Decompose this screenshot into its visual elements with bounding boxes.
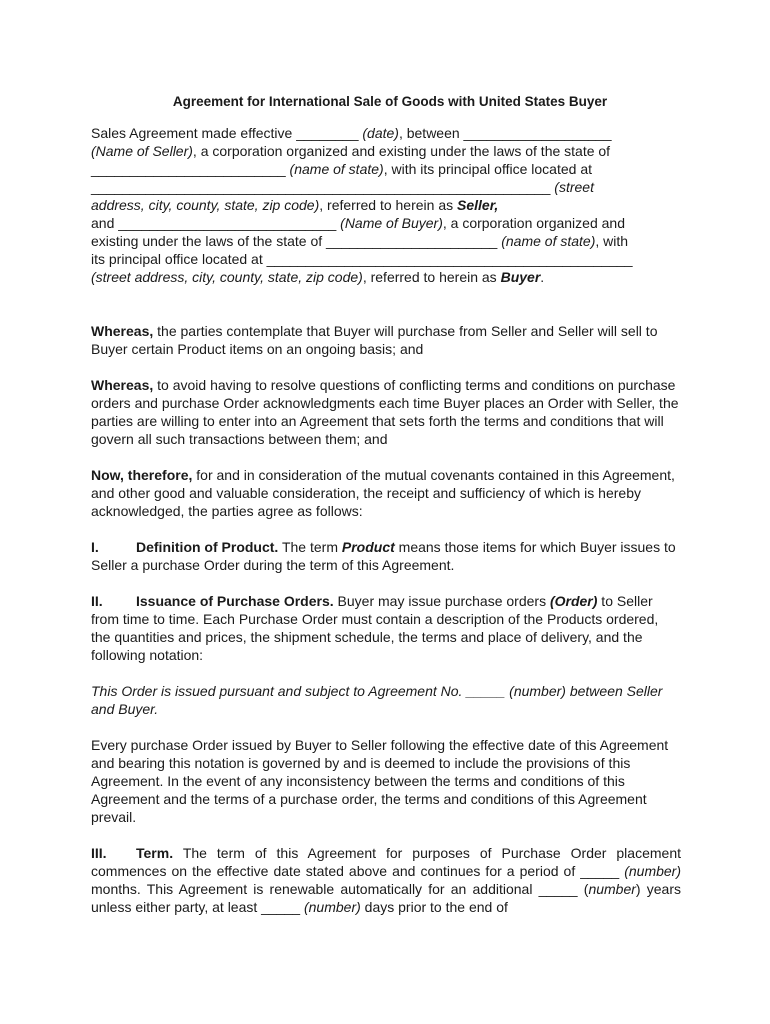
product-term: Product bbox=[341, 539, 395, 555]
every-order-paragraph: Every purchase Order issued by Buyer to Seller following the effective date of this Agreement and bearing this notation is governed by and is deemed to include the provisions of this Agreement. In the event of any inconsistency between the terms and conditions of this Agreement and the terms of a purchase order, the terms and conditions of this Agreement prevail. bbox=[91, 737, 669, 825]
number-placeholder: number bbox=[588, 881, 636, 897]
whereas-lead: Whereas, bbox=[91, 323, 154, 339]
now-therefore-lead: Now, therefore, bbox=[91, 467, 193, 483]
preamble-text: , with its principal office located at bbox=[383, 161, 592, 177]
section-heading: Term. bbox=[136, 845, 174, 861]
preamble-text: Sales Agreement made effective ________ bbox=[91, 125, 363, 141]
preamble-text: , with bbox=[595, 233, 629, 249]
preamble-text: , a corporation organized and existing under the laws of the state of bbox=[192, 143, 611, 159]
whereas-paragraph-1 bbox=[91, 322, 681, 358]
preamble-text: , between ___________________ bbox=[398, 125, 612, 141]
number-placeholder: (number) bbox=[303, 899, 361, 915]
whereas-paragraph-2 bbox=[91, 376, 681, 448]
section-number: I. bbox=[91, 539, 99, 555]
seller-state-placeholder: (name of state) bbox=[289, 161, 384, 177]
section-heading: Issuance of Purchase Orders. bbox=[136, 593, 334, 609]
section-term bbox=[91, 844, 681, 916]
section-number: II. bbox=[91, 593, 103, 609]
section-text: to Seller from time to time. Each Purchase Order must contain a description of the Products ordered, the quantities and prices, the shipment schedule, the terms and place of delivery, and the following notation: bbox=[91, 593, 659, 663]
section-text: The term of this Agreement for purposes of Purchase Order placement commences on the effective date stated above and continues for a period of _____ bbox=[91, 845, 681, 879]
section-heading: Definition of Product. bbox=[136, 539, 279, 555]
now-therefore-paragraph bbox=[91, 466, 681, 520]
section-text: Buyer may issue purchase orders bbox=[333, 593, 550, 609]
preamble-text: , a corporation organized and bbox=[442, 215, 625, 231]
number-placeholder: (number) bbox=[624, 863, 681, 879]
buyer-address-placeholder: (street address, city, county, state, zip code) bbox=[91, 269, 363, 285]
whereas-text: to avoid having to resolve questions of conflicting terms and conditions on purchase orders and purchase Order acknowledgments each time Buyer places an Order with Seller, the parties are willing to enter into an Agreement that sets forth the terms and conditions that will govern all such transactions between them; and bbox=[91, 377, 679, 447]
order-term: (Order) bbox=[549, 593, 598, 609]
preamble-paragraph bbox=[91, 124, 681, 286]
section-text: means those items for which Buyer issues to Seller a purchase Order during the term of this Agreement. bbox=[91, 539, 676, 573]
whereas-lead: Whereas, bbox=[91, 377, 154, 393]
seller-term: Seller, bbox=[457, 197, 499, 213]
seller-address-placeholder: (street bbox=[554, 179, 594, 195]
section-text: days prior to the end of bbox=[360, 899, 508, 915]
whereas-text: the parties contemplate that Buyer will purchase from Seller and Seller will sell to Buyer certain Product items on an ongoing basis; and bbox=[91, 323, 658, 357]
document-page bbox=[91, 93, 681, 916]
buyer-term: Buyer bbox=[500, 269, 541, 285]
preamble-text: , referred to herein as bbox=[362, 269, 501, 285]
date-placeholder: (date) bbox=[362, 125, 399, 141]
seller-name-placeholder: (Name of Seller) bbox=[91, 143, 193, 159]
seller-address-placeholder: address, city, county, state, zip code) bbox=[91, 197, 320, 213]
preamble-text: . bbox=[540, 269, 545, 285]
buyer-state-placeholder: (name of state) bbox=[501, 233, 596, 249]
order-notation: This Order is issued pursuant and subject to Agreement No. _____ (number) between Seller and Buyer. bbox=[91, 683, 663, 717]
section-issuance-of-purchase-orders bbox=[91, 592, 681, 664]
preamble-text: and ____________________________ bbox=[91, 215, 341, 231]
section-text: ) years unless either party, at least _____ bbox=[91, 881, 681, 915]
preamble-text: its principal office located at _______________________________________________ bbox=[91, 251, 633, 267]
section-text: The term bbox=[278, 539, 342, 555]
now-therefore-text: for and in consideration of the mutual covenants contained in this Agreement, and other good and valuable consideration, the receipt and sufficiency of which is hereby acknowledged, the parties agree as follows: bbox=[91, 467, 675, 519]
buyer-name-placeholder: (Name of Buyer) bbox=[340, 215, 443, 231]
section-text: months. This Agreement is renewable automatically for an additional _____ ( bbox=[91, 881, 589, 897]
document-title: Agreement for International Sale of Goods with United States Buyer bbox=[172, 94, 608, 109]
section-definition-of-product bbox=[91, 538, 681, 574]
preamble-text: , referred to herein as bbox=[319, 197, 458, 213]
section-number: III. bbox=[91, 845, 107, 861]
preamble-text: existing under the laws of the state of ______________________ bbox=[91, 233, 502, 249]
preamble-text: ___________________________________________________________ bbox=[91, 179, 555, 195]
preamble-text: _________________________ bbox=[91, 161, 290, 177]
